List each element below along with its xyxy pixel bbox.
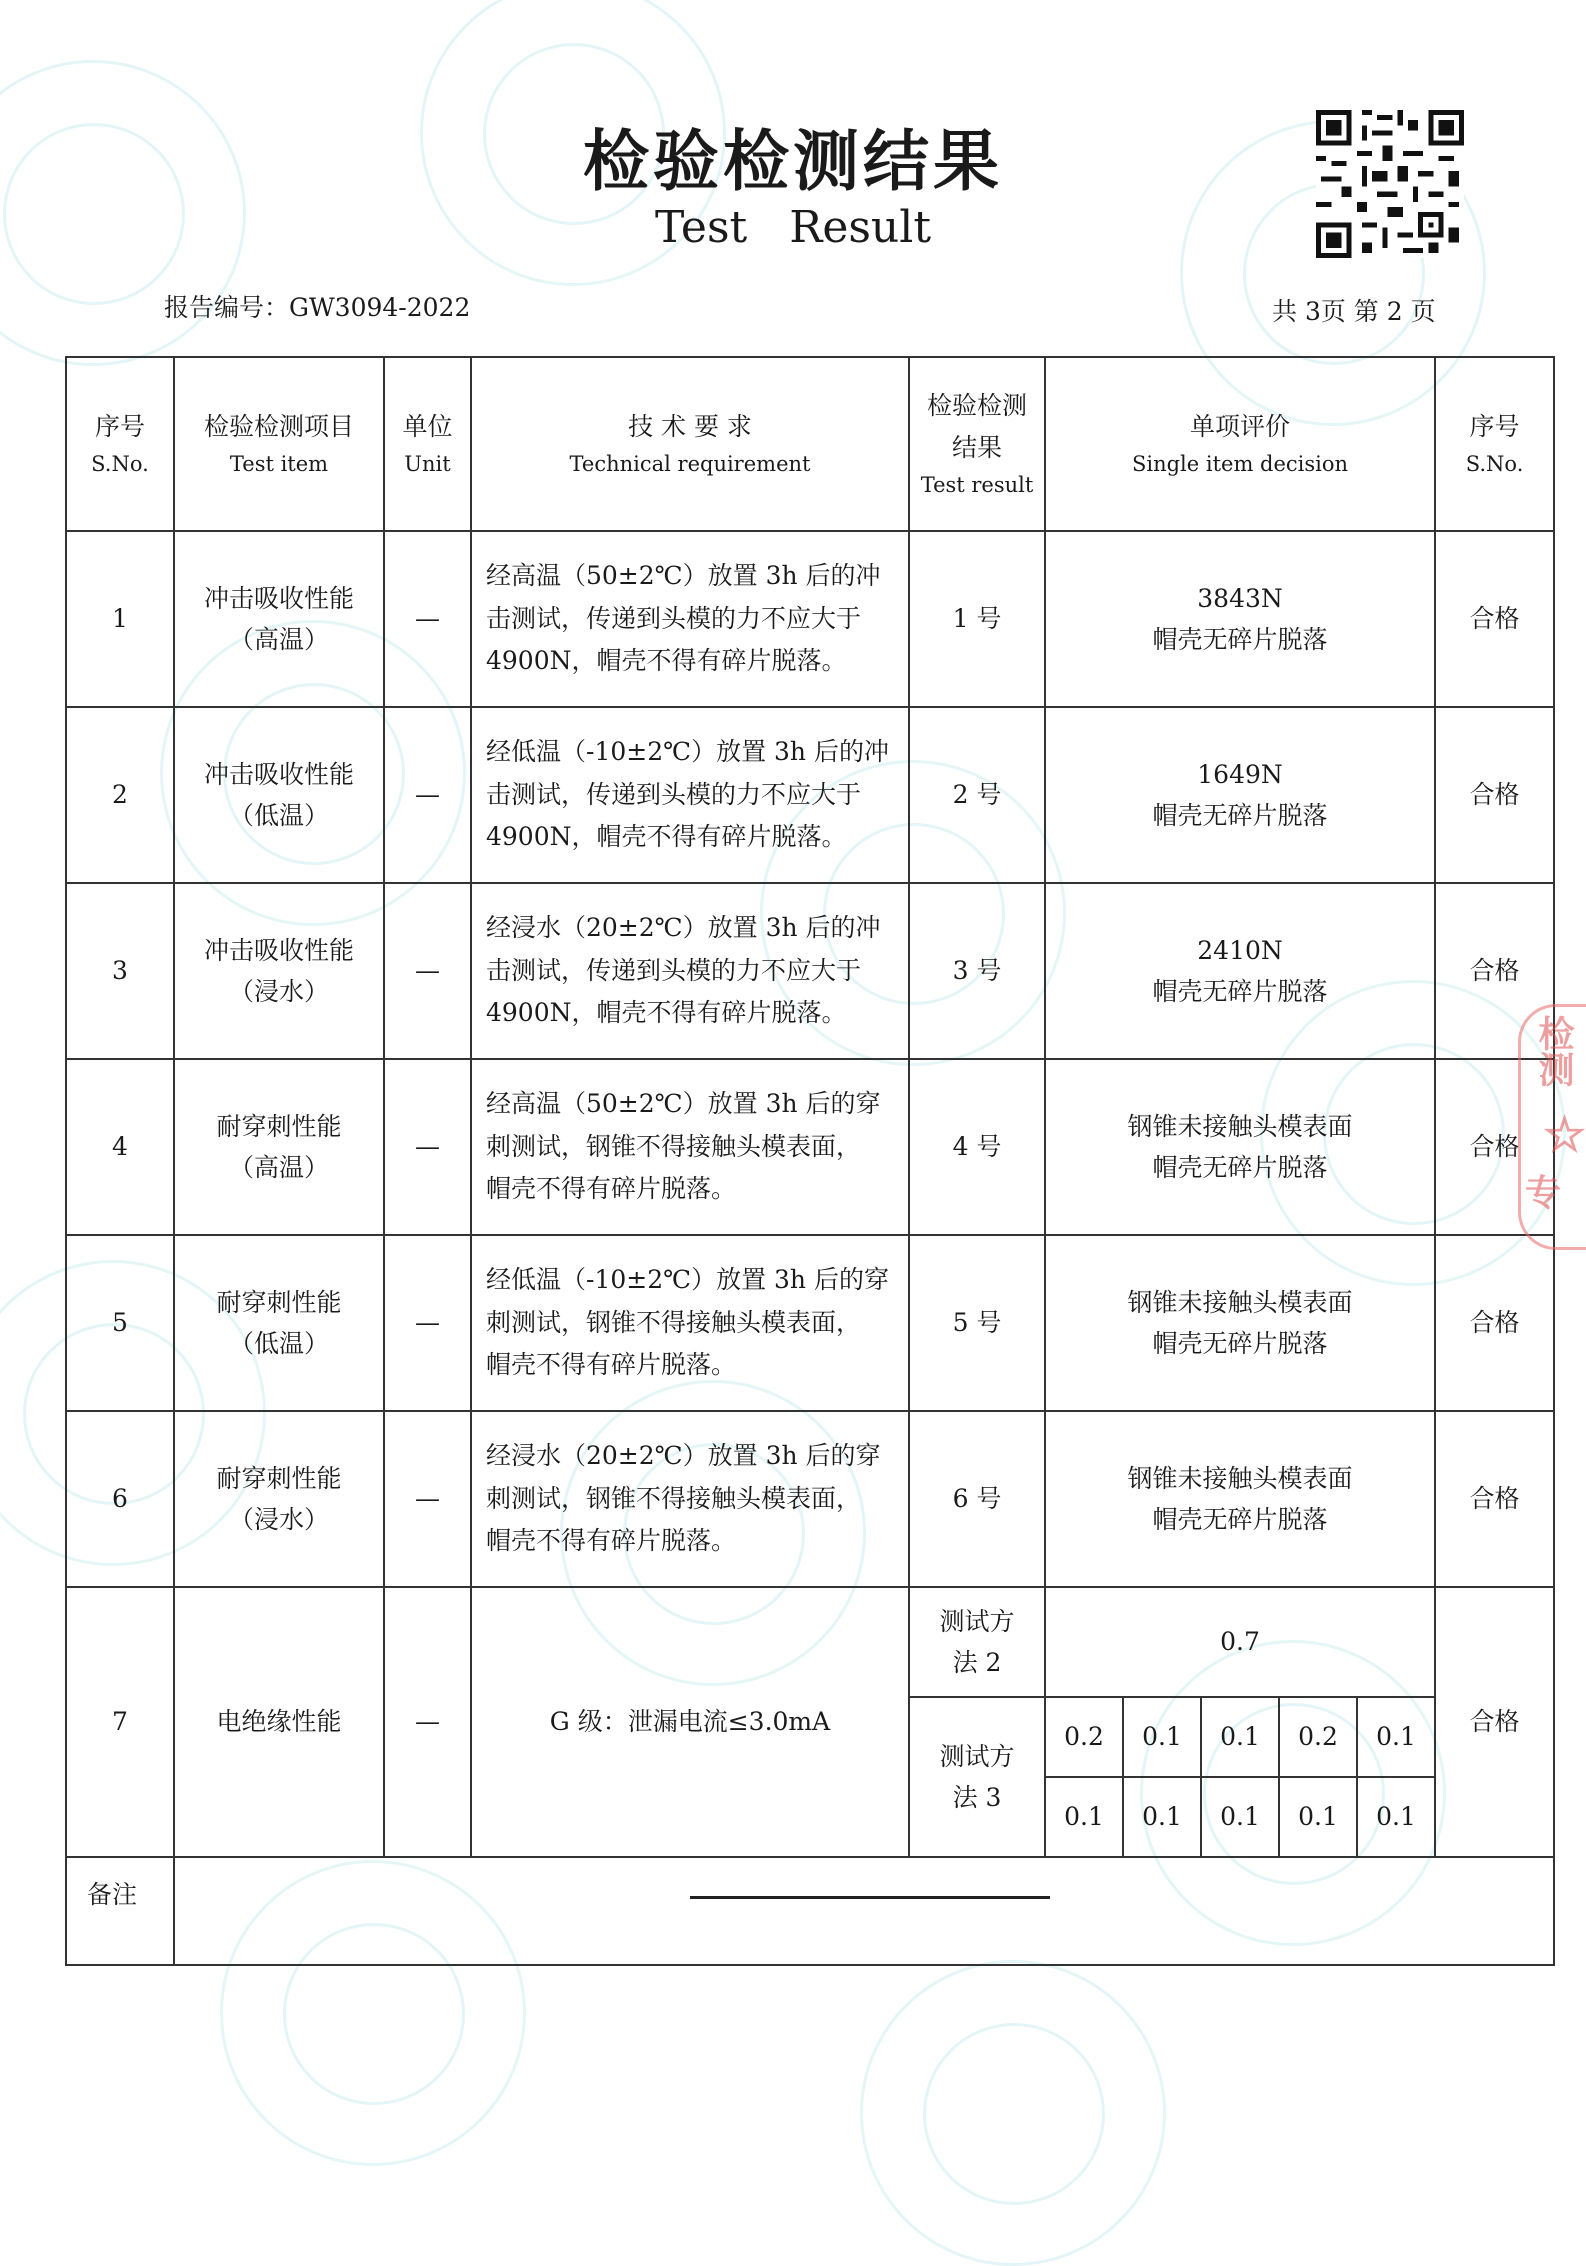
table-header-row	[66, 357, 1554, 531]
row-requirement: 经低温（-10±2℃）放置 3h 后的冲 击测试，传递到头模的力不应大于 4900N，帽壳不得有碎片脱落。	[471, 707, 909, 883]
row-unit: —	[384, 1059, 471, 1235]
table-row	[66, 1059, 1554, 1235]
row-sno: 3	[66, 883, 174, 1059]
method3-value: 0.1	[1123, 1697, 1201, 1777]
row-result: 2 号	[909, 707, 1045, 883]
row-result: 6 号	[909, 1411, 1045, 1587]
test-result-table	[65, 356, 1555, 1966]
row-test-item: 冲击吸收性能 （高温）	[174, 531, 384, 707]
method3-value: 0.1	[1045, 1777, 1123, 1857]
row-test-item: 冲击吸收性能 （低温）	[174, 707, 384, 883]
table-row	[66, 883, 1554, 1059]
row-sno: 7	[66, 1587, 174, 1857]
title-chinese: 检验检测结果	[583, 122, 1003, 200]
row-result: 5 号	[909, 1235, 1045, 1411]
method3-value: 0.1	[1279, 1777, 1357, 1857]
row-result: 4 号	[909, 1059, 1045, 1235]
row-requirement: 经低温（-10±2℃）放置 3h 后的穿 刺测试，钢锥不得接触头模表面， 帽壳不得有碎片脱落。	[471, 1235, 909, 1411]
watermark-logo	[860, 1960, 1166, 2266]
row-unit: —	[384, 1587, 471, 1857]
row-sno: 6	[66, 1411, 174, 1587]
row-verdict: 合格	[1435, 707, 1554, 883]
row-result: 3 号	[909, 883, 1045, 1059]
row-decision: 2410N 帽壳无碎片脱落	[1045, 883, 1435, 1059]
method2-label: 测试方 法 2	[909, 1587, 1045, 1697]
header-test-result: 检验检测 结果 Test result	[909, 357, 1045, 531]
row-result: 1 号	[909, 531, 1045, 707]
row-test-item: 冲击吸收性能 （浸水）	[174, 883, 384, 1059]
header-sno: 序号 S.No.	[66, 357, 174, 531]
method3-value: 0.1	[1357, 1777, 1435, 1857]
page-indicator: 共 3页 第 2 页	[1272, 297, 1436, 326]
table-row	[66, 1235, 1554, 1411]
row-sno: 5	[66, 1235, 174, 1411]
qr-code	[1316, 110, 1464, 258]
row-decision: 3843N 帽壳无碎片脱落	[1045, 531, 1435, 707]
method3-value: 0.1	[1201, 1777, 1279, 1857]
row-sno: 4	[66, 1059, 174, 1235]
header-test-item: 检验检测项目 Test item	[174, 357, 384, 531]
row-requirement: 经高温（50±2℃）放置 3h 后的冲 击测试，传递到头模的力不应大于 4900N，帽壳不得有碎片脱落。	[471, 531, 909, 707]
row-requirement: 经高温（50±2℃）放置 3h 后的穿 刺测试，钢锥不得接触头模表面， 帽壳不得有碎片脱落。	[471, 1059, 909, 1235]
row-decision: 钢锥未接触头模表面 帽壳无碎片脱落	[1045, 1059, 1435, 1235]
row-test-item: 耐穿刺性能 （低温）	[174, 1235, 384, 1411]
header-technical-requirement: 技 术 要 求 Technical requirement	[471, 357, 909, 531]
row-unit: —	[384, 531, 471, 707]
header-sno-right: 序号 S.No.	[1435, 357, 1554, 531]
header-single-item-decision: 单项评价 Single item decision	[1045, 357, 1435, 531]
row-requirement: 经浸水（20±2℃）放置 3h 后的冲 击测试，传递到头模的力不应大于 4900N，帽壳不得有碎片脱落。	[471, 883, 909, 1059]
header-unit: 单位 Unit	[384, 357, 471, 531]
row-test-item: 电绝缘性能	[174, 1587, 384, 1857]
row-verdict: 合格	[1435, 1059, 1554, 1235]
remarks-label: 备注	[66, 1857, 174, 1965]
row-decision: 1649N 帽壳无碎片脱落	[1045, 707, 1435, 883]
row-verdict: 合格	[1435, 1587, 1554, 1857]
row-requirement: 经浸水（20±2℃）放置 3h 后的穿 刺测试，钢锥不得接触头模表面， 帽壳不得有碎片脱落。	[471, 1411, 909, 1587]
remarks-content	[174, 1857, 1554, 1965]
table-row	[66, 1411, 1554, 1587]
table-row	[66, 707, 1554, 883]
table-row-insulation	[66, 1587, 1554, 1697]
method3-label: 测试方 法 3	[909, 1697, 1045, 1857]
title-english: Test Result	[654, 202, 932, 253]
row-unit: —	[384, 707, 471, 883]
table-row	[66, 531, 1554, 707]
row-decision: 钢锥未接触头模表面 帽壳无碎片脱落	[1045, 1235, 1435, 1411]
row-verdict: 合格	[1435, 1235, 1554, 1411]
row-verdict: 合格	[1435, 1411, 1554, 1587]
row-requirement: G 级：泄漏电流≤3.0mA	[471, 1587, 909, 1857]
row-test-item: 耐穿刺性能 （浸水）	[174, 1411, 384, 1587]
method2-value: 0.7	[1045, 1587, 1435, 1697]
row-decision: 钢锥未接触头模表面 帽壳无碎片脱落	[1045, 1411, 1435, 1587]
method3-value: 0.2	[1279, 1697, 1357, 1777]
row-verdict: 合格	[1435, 883, 1554, 1059]
row-test-item: 耐穿刺性能 （高温）	[174, 1059, 384, 1235]
method3-value: 0.1	[1201, 1697, 1279, 1777]
row-sno: 1	[66, 531, 174, 707]
row-verdict: 合格	[1435, 531, 1554, 707]
remarks-row	[66, 1857, 1554, 1965]
report-number: 报告编号：GW3094-2022	[164, 293, 471, 322]
row-unit: —	[384, 883, 471, 1059]
method3-value: 0.2	[1045, 1697, 1123, 1777]
row-sno: 2	[66, 707, 174, 883]
official-seal: 检测 ☆ 专	[1518, 1004, 1586, 1250]
row-unit: —	[384, 1411, 471, 1587]
method3-value: 0.1	[1357, 1697, 1435, 1777]
row-unit: —	[384, 1235, 471, 1411]
signature-line	[690, 1896, 1050, 1899]
method3-value: 0.1	[1123, 1777, 1201, 1857]
